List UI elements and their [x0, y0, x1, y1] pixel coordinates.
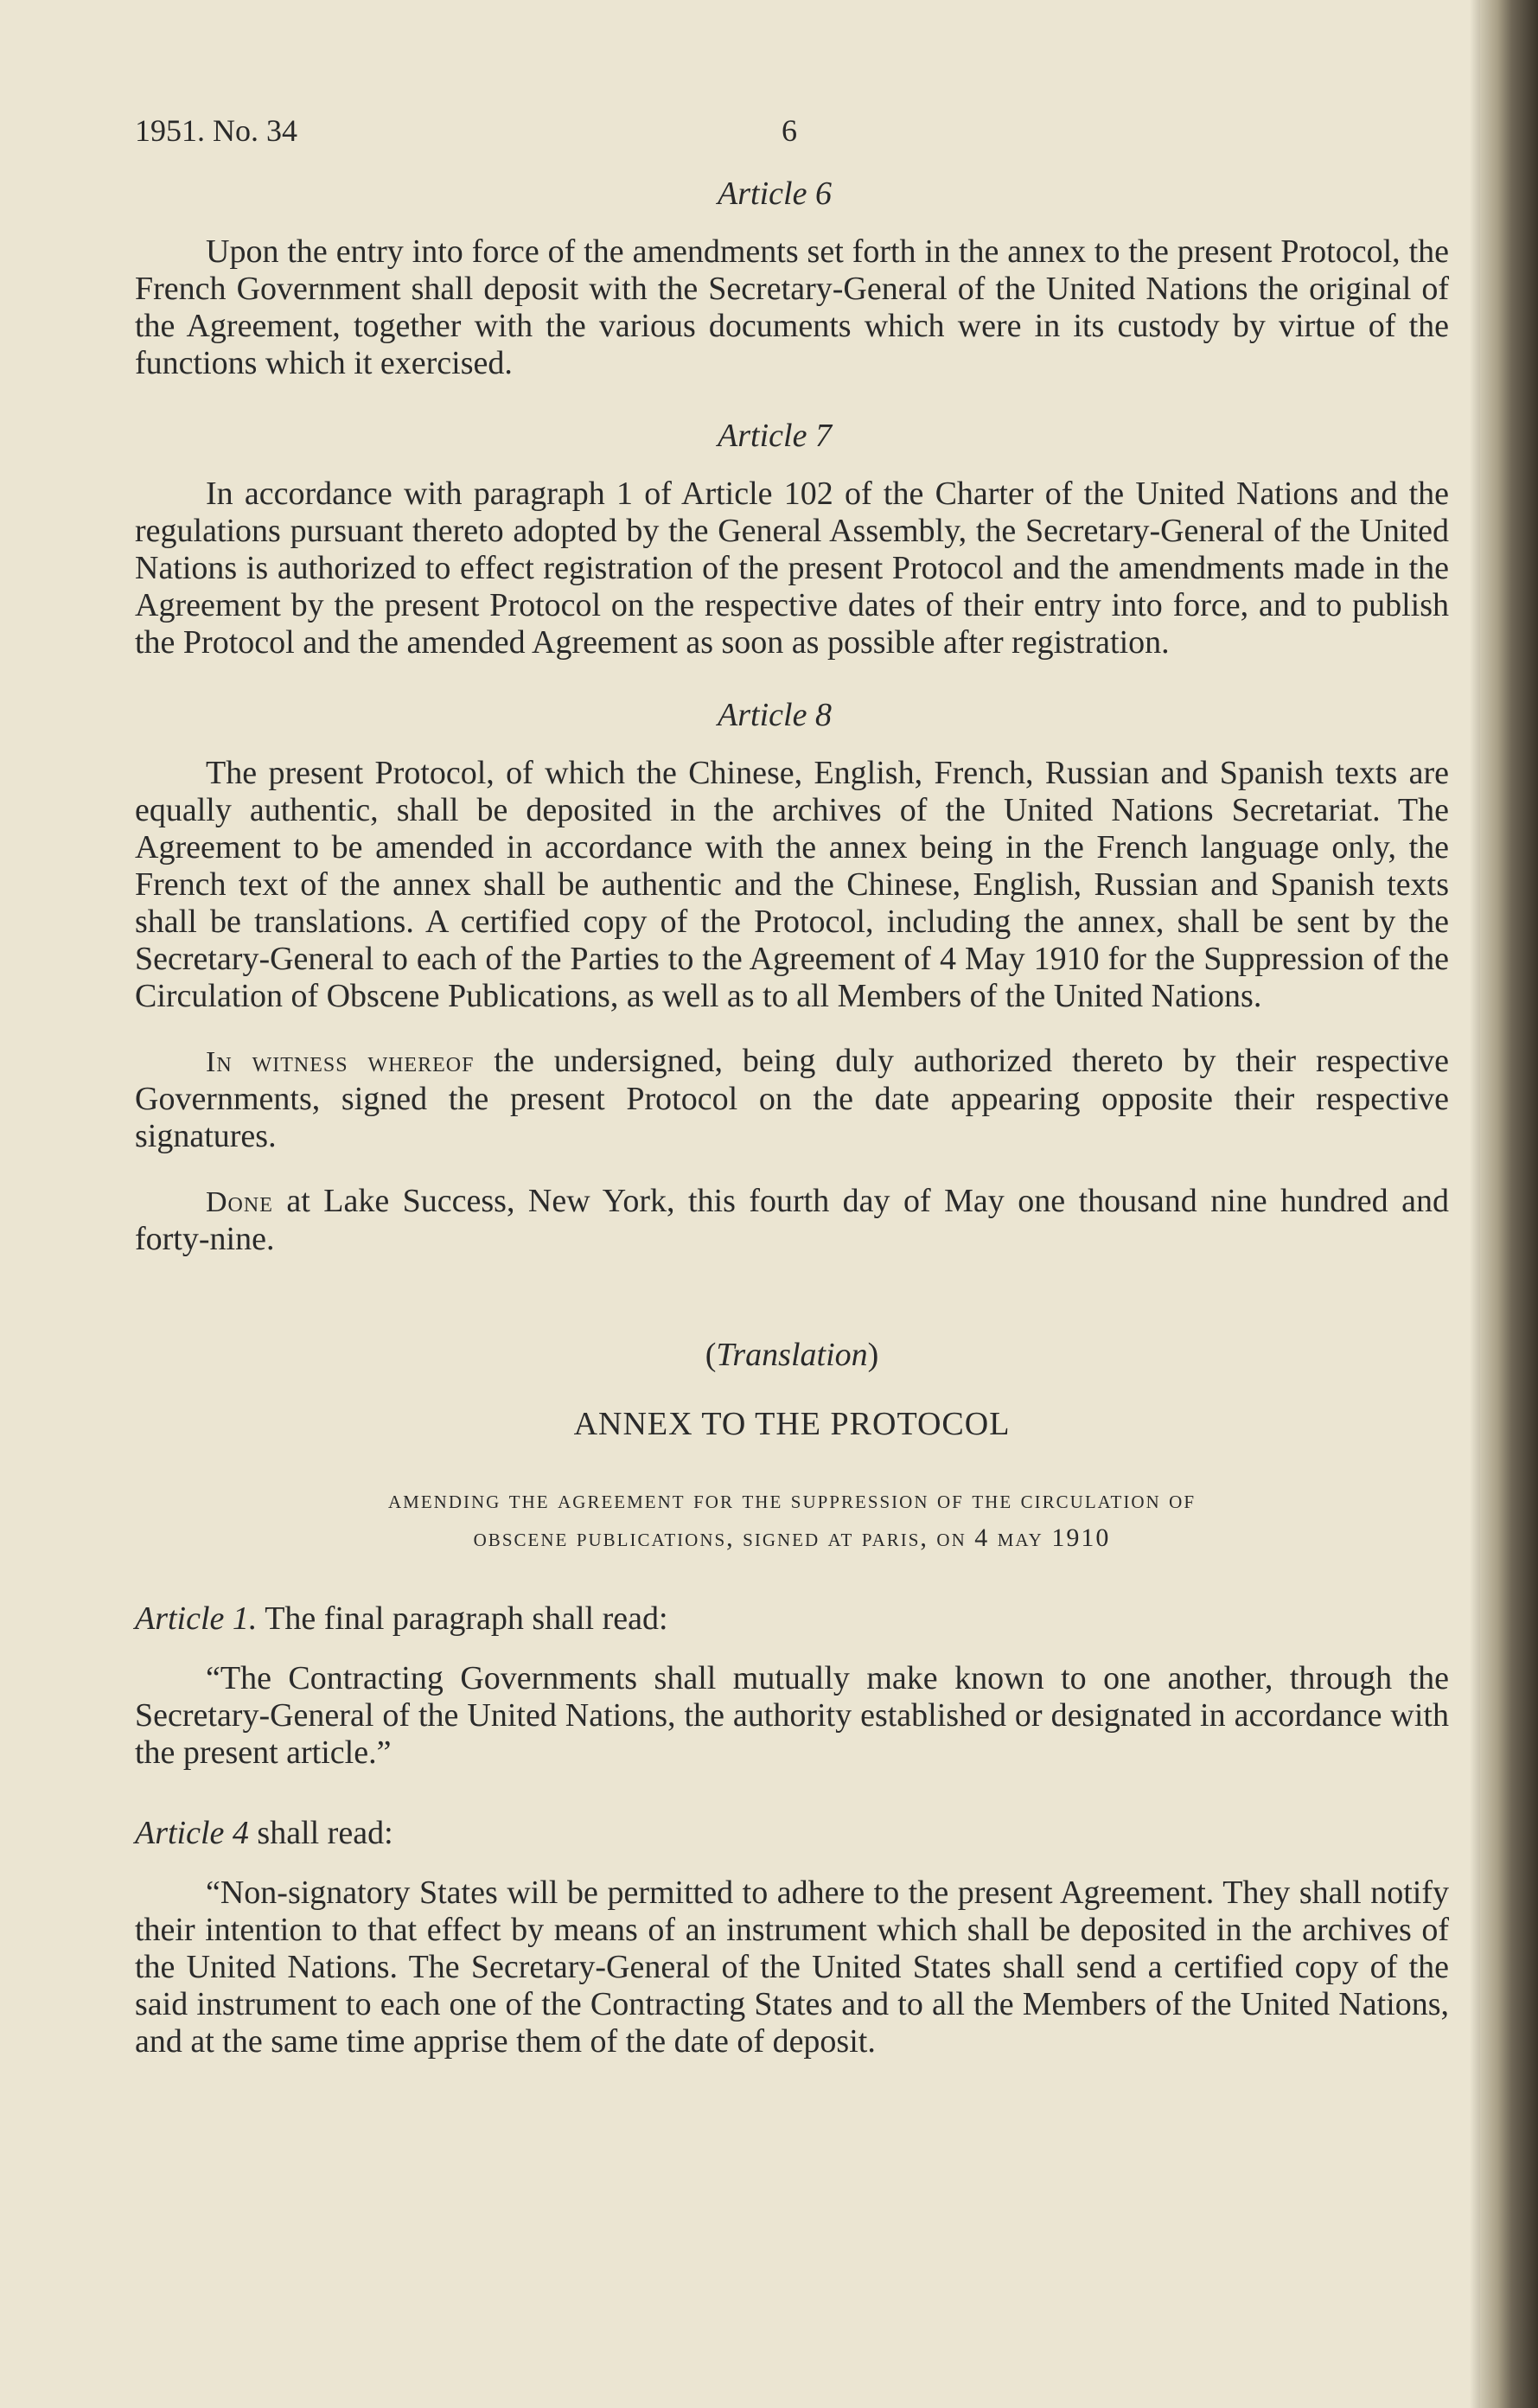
witness-text: the undersigned, being duly authorized thereto by their respective Governments, signed the present Protocol on the date appearing opposite their respective signatures. [135, 1043, 1450, 1154]
annex-subtitle-line-2: obscene publications, signed at paris, on 4 may 1910 [473, 1523, 1111, 1552]
article-7-title: Article 7 [718, 418, 832, 454]
annex-article-4-label: Article 4 [135, 1815, 249, 1851]
article-8-title: Article 8 [718, 697, 832, 733]
article-6-text: Upon the entry into force of the amendments set forth in the annex to the present Protocol, the French Government shall deposit with the Secretary-General of the United Nations the original of the Agreement, together with the various documents which were in its custody by virtue of the functions which it exercised. [135, 233, 1449, 381]
witness-clause [135, 1043, 1449, 1155]
article-6-title: Article 6 [718, 176, 832, 212]
article-8-text: The present Protocol, of which the Chinese, English, French, Russian and Spanish texts are equally authentic, shall be deposited in the archives of the United Nations Secretariat. The Agreement to be amended in accordance with the annex being in the French language only, the French text of the annex shall be authentic and the Chinese, English, Russian and Spanish texts shall be translations. A certified copy of the Protocol, including the annex, shall be sent by the Secretary-General to each of the Parties to the Agreement of 4 May 1910 for the Suppression of the Circulation of Obscene Publications, as well as to all Members of the United Nations. [135, 755, 1449, 1014]
annex-article-1-label: Article 1. [135, 1600, 258, 1637]
translation-word: Translation [716, 1337, 868, 1373]
page-number: 6 [782, 113, 797, 148]
page-header [135, 104, 1449, 156]
annex-article-1-quote: “The Contracting Governments shall mutually make known to one another, through the Secretary-General of the United Nations, the authority established or designated in accordance with the present article.” [135, 1660, 1449, 1771]
page-content [135, 104, 1449, 2060]
done-lead: Done [206, 1186, 273, 1218]
translation-note: (Translation) [705, 1337, 879, 1373]
annex-article-4-heading: Article 4 shall read: [135, 1815, 393, 1851]
annex-article-4-quote: “Non-signatory States will be permitted to adhere to the present Agreement. They shall notify their intention to that effect by means of an instrument which shall be deposited in the archives of the United Nations. The Secretary-General of the United States shall send a certified copy of the said instrument to each one of the Contracting States and to all the Members of the United Nations, and at the same time apprise them of the date of deposit. [135, 1875, 1449, 2060]
running-head: 1951. No. 34 [135, 113, 297, 148]
done-clause [135, 1183, 1449, 1258]
done-text: at Lake Success, New York, this fourth day of May one thousand nine hundred and forty-nine. [135, 1183, 1449, 1257]
annex-title: ANNEX TO THE PROTOCOL [573, 1406, 1011, 1442]
annex-subtitle-line-1: amending the agreement for the suppression of the circulation of [387, 1485, 1197, 1514]
article-7-text: In accordance with paragraph 1 of Article 102 of the Charter of the United Nations and the regulations pursuant thereto adopted by the General Assembly, the Secretary-General of the United Nations is authorized to effect registration of the present Protocol and the amendments made in the Agreement by the present Protocol on the respective dates of their entry into force, and to publish the Protocol and the amended Agreement as soon as possible after registration. [135, 476, 1449, 661]
annex-article-1-heading: Article 1. The final paragraph shall read: [135, 1600, 668, 1637]
book-spine [1480, 0, 1538, 2408]
annex-subtitle [135, 1481, 1449, 1557]
witness-lead: In witness whereof [206, 1046, 475, 1078]
